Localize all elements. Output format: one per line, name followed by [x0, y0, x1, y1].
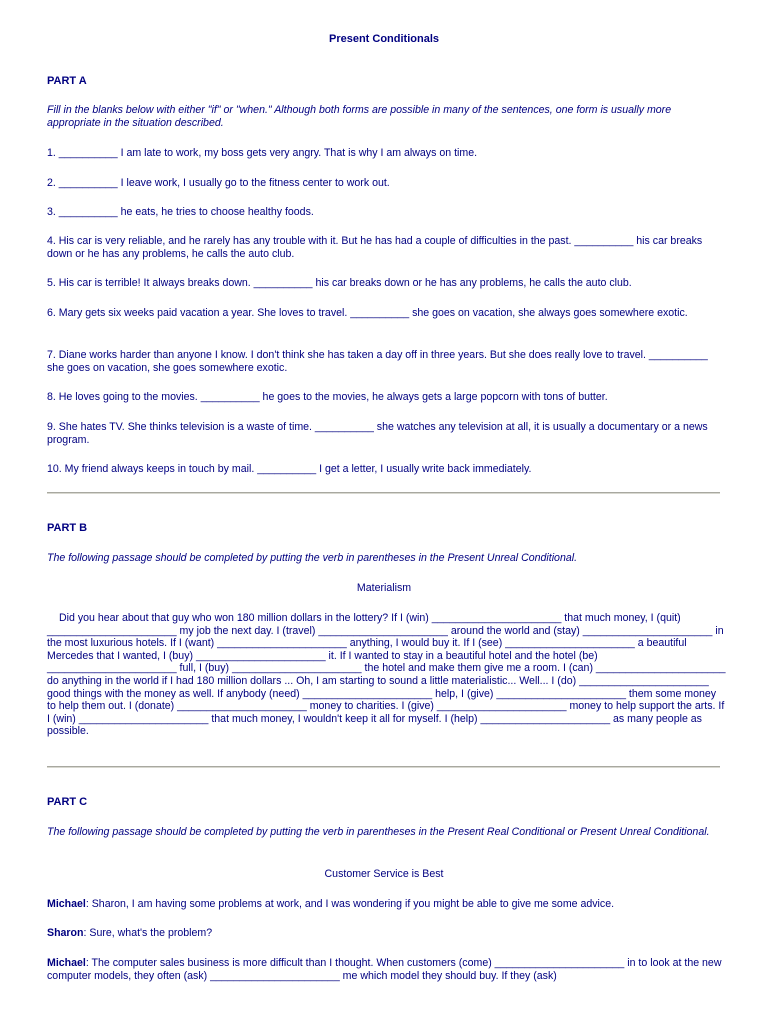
section-divider [47, 492, 720, 494]
dialogue-line [47, 927, 727, 940]
dialogue-line [47, 898, 727, 911]
question-5: 5. His car is terrible! It always breaks down. __________ his car breaks down or he has any problems, he calls the auto club. [47, 277, 632, 289]
part-a-heading: PART A [47, 75, 87, 87]
dialogue-text: : The computer sales business is more difficult than I thought. When customers (come) ______________________ in to look at the new computer models, they often (ask) ______________________ me which model they should buy. If they (ask) [47, 957, 722, 982]
part-b-subtitle: Materialism [356, 582, 412, 594]
part-b-instructions: The following passage should be completed by putting the verb in parentheses in the Present Unreal Conditional. [47, 552, 578, 564]
part-c-heading: PART C [47, 796, 88, 808]
question-9: 9. She hates TV. She thinks television is a waste of time. __________ she watches any television at all, it is usually a documentary or a news program. [47, 421, 708, 446]
question-3: 3. __________ he eats, he tries to choose healthy foods. [47, 206, 314, 218]
part-a-instructions: Fill in the blanks below with either "if" or "when." Although both forms are possible in many of the sentences, one form is usually more appropriate in the situation described. [47, 104, 672, 129]
speaker-name: Michael [47, 957, 86, 969]
dialogue-text: : Sharon, I am having some problems at work, and I was wondering if you might be able to give me some advice. [85, 898, 615, 910]
speaker-name: Michael [47, 898, 86, 910]
part-b-heading: PART B [47, 522, 88, 534]
question-4: 4. His car is very reliable, and he rarely has any trouble with it. But he has had a couple of difficulties in the past. __________ his car breaks down or he has any problems, he calls the auto club. [47, 235, 703, 260]
page-title: Present Conditionals [328, 33, 440, 45]
speaker-name: Sharon [47, 927, 84, 939]
question-2: 2. __________ I leave work, I usually go to the fitness center to work out. [47, 177, 390, 189]
question-6: 6. Mary gets six weeks paid vacation a year. She loves to travel. __________ she goes on vacation, she always goes somewhere exotic. [47, 307, 688, 319]
section-divider [47, 766, 720, 768]
dialogue-text: : Sure, what's the problem? [83, 927, 213, 939]
dialogue-line [47, 957, 727, 982]
part-b-passage: Did you hear about that guy who won 180 million dollars in the lottery? If I (win) ______________________ that much money, I (quit) ______________________ my job the next day. I (travel) ______________________ around the world and (stay) ______________________ in the most luxurious hotels. If I (want) ______________________ anything, I would buy it. If I (see) ______________________ a beautiful Mercedes that I wanted, I (buy) ______________________ it. If I wanted to stay in a beautiful hotel and the hotel (be) ______________________ full, I (buy) ______________________ the hotel and make them give me a room. I (can) ______________________ do anything in the world if I had 180 million dollars ... Oh, I am starting to sound a little materialistic... Well... I (do) ______________________ good things with the money as well. If anybody (need) ______________________ help, I (give) ______________________ them some money to help them out. I (donate) ______________________ money to charities. I (give) ______________________ money to help support the arts. If I (win) ______________________ that much money, I wouldn't keep it all for myself. I (help) ______________________ as many people as possible. [47, 612, 726, 738]
part-c-instructions: The following passage should be completed by putting the verb in parentheses in the Present Real Conditional or Present Unreal Conditional. [47, 826, 710, 838]
question-7: 7. Diane works harder than anyone I know. I don't think she has taken a day off in three years. But she does really love to travel. __________ she goes on vacation, she goes somewhere exotic. [47, 349, 708, 374]
question-1: 1. __________ I am late to work, my boss gets very angry. That is why I am always on time. [47, 147, 478, 159]
part-c-subtitle: Customer Service is Best [324, 868, 444, 880]
question-8: 8. He loves going to the movies. __________ he goes to the movies, he always gets a large popcorn with tons of butter. [47, 391, 608, 403]
question-10: 10. My friend always keeps in touch by mail. __________ I get a letter, I usually write back immediately. [47, 463, 532, 475]
